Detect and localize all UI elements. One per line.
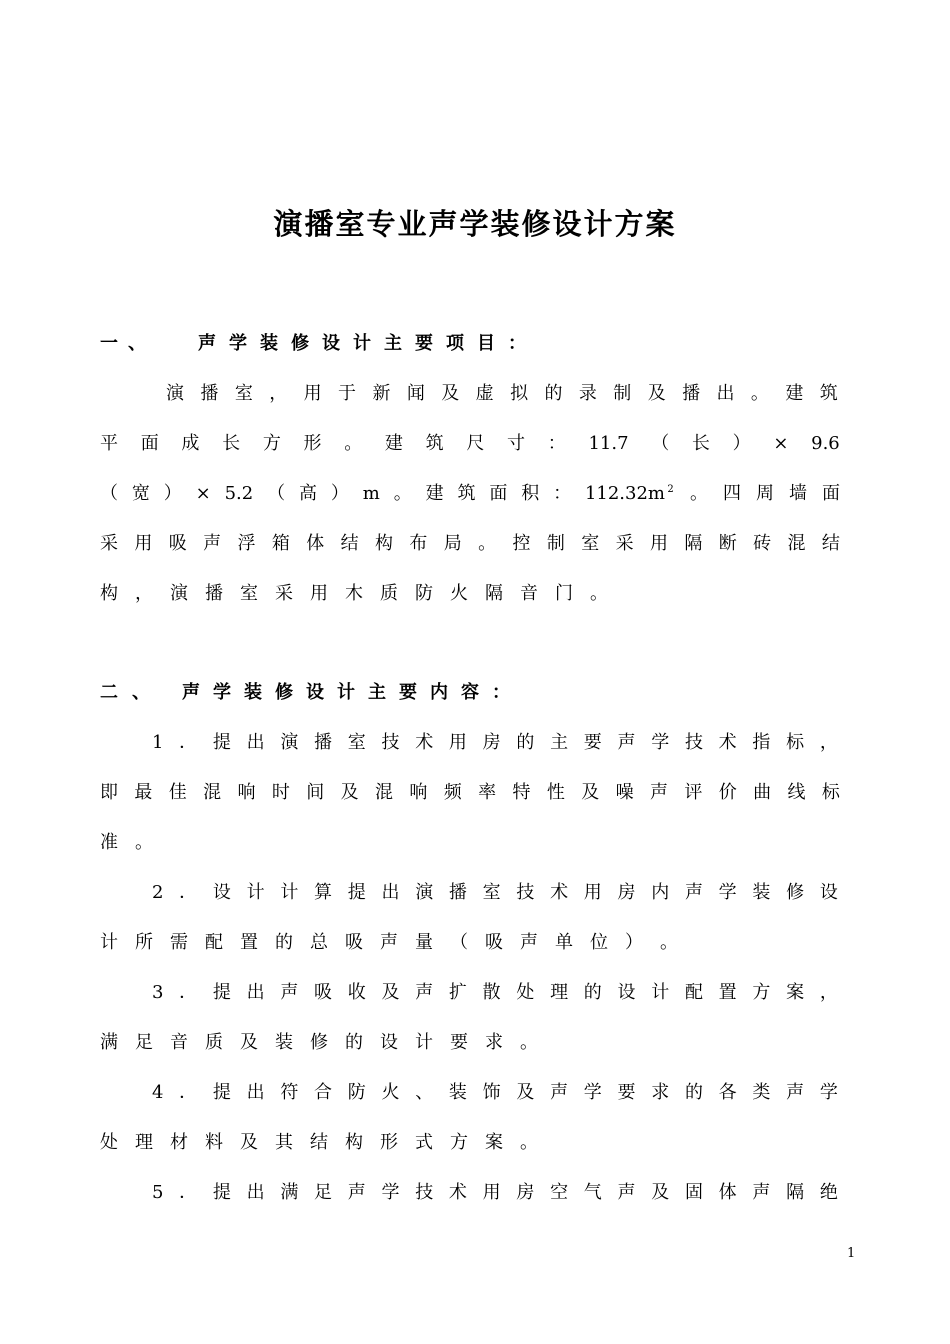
section-1-heading (100, 327, 840, 361)
section-2-heading (100, 676, 840, 710)
section-1-line-2: 平 面 成 长 方 形 。 建 筑 尺 寸 ： 11.7 （ 长 ） × 9.6 (100, 433, 840, 454)
section-2-number: 二、 (100, 682, 164, 703)
section-1-line-4: 采 用 吸 声 浮 箱 体 结 构 布 局 。 控 制 室 采 用 隔 断 砖 混 结 (100, 533, 840, 554)
item-2-line-1: 2 ． 设 计 计 算 提 出 演 播 室 技 术 用 房 内 声 学 装 修 设 (152, 882, 838, 903)
section-1-line-3 (100, 477, 840, 511)
item-5-line-1: 5 ． 提 出 满 足 声 学 技 术 用 房 空 气 声 及 固 体 声 隔 绝 (152, 1182, 838, 1203)
section-1-number: 一、 (100, 333, 156, 354)
item-4-line-1: 4 ． 提 出 符 合 防 火 、 装 饰 及 声 学 要 求 的 各 类 声 学 (152, 1082, 838, 1103)
item-4-line-2: 处 理 材 料 及 其 结 构 形 式 方 案 。 (100, 1132, 538, 1153)
section-2-title: 声学装修设计主要内容： (182, 682, 523, 703)
section-1-line-1: 演 播 室 ， 用 于 新 闻 及 虚 拟 的 录 制 及 播 出 。 建 筑 (166, 383, 838, 404)
section-1-line-5: 构 ， 演 播 室 采 用 木 质 防 火 隔 音 门 。 (100, 583, 608, 604)
section-1-line-3-tail: 。 四 周 墙 面 (690, 483, 840, 504)
item-3-line-2: 满 足 音 质 及 装 修 的 设 计 要 求 。 (100, 1032, 538, 1053)
item-3-line-1: 3 ． 提 出 声 吸 收 及 声 扩 散 处 理 的 设 计 配 置 方 案 ， (152, 982, 838, 1003)
item-1-line-1: 1 ． 提 出 演 播 室 技 术 用 房 的 主 要 声 学 技 术 指 标 ， (152, 732, 838, 753)
item-1-line-2: 即 最 佳 混 响 时 间 及 混 响 频 率 特 性 及 噪 声 评 价 曲 线 标 (100, 782, 840, 803)
area-superscript: 2 (667, 484, 674, 495)
document-title: 演播室专业声学装修设计方案 (273, 207, 677, 241)
section-1-title: 声学装修设计主要项目： (198, 333, 539, 354)
item-2-line-2: 计 所 需 配 置 的 总 吸 声 量 （ 吸 声 单 位 ） 。 (100, 932, 678, 953)
section-1-line-3-text: （ 宽 ） × 5.2 （ 高 ） m 。 建 筑 面 积 ： 112.32m (100, 483, 665, 504)
item-1-line-3: 准 。 (100, 832, 153, 853)
page-number: 1 (847, 1246, 856, 1261)
